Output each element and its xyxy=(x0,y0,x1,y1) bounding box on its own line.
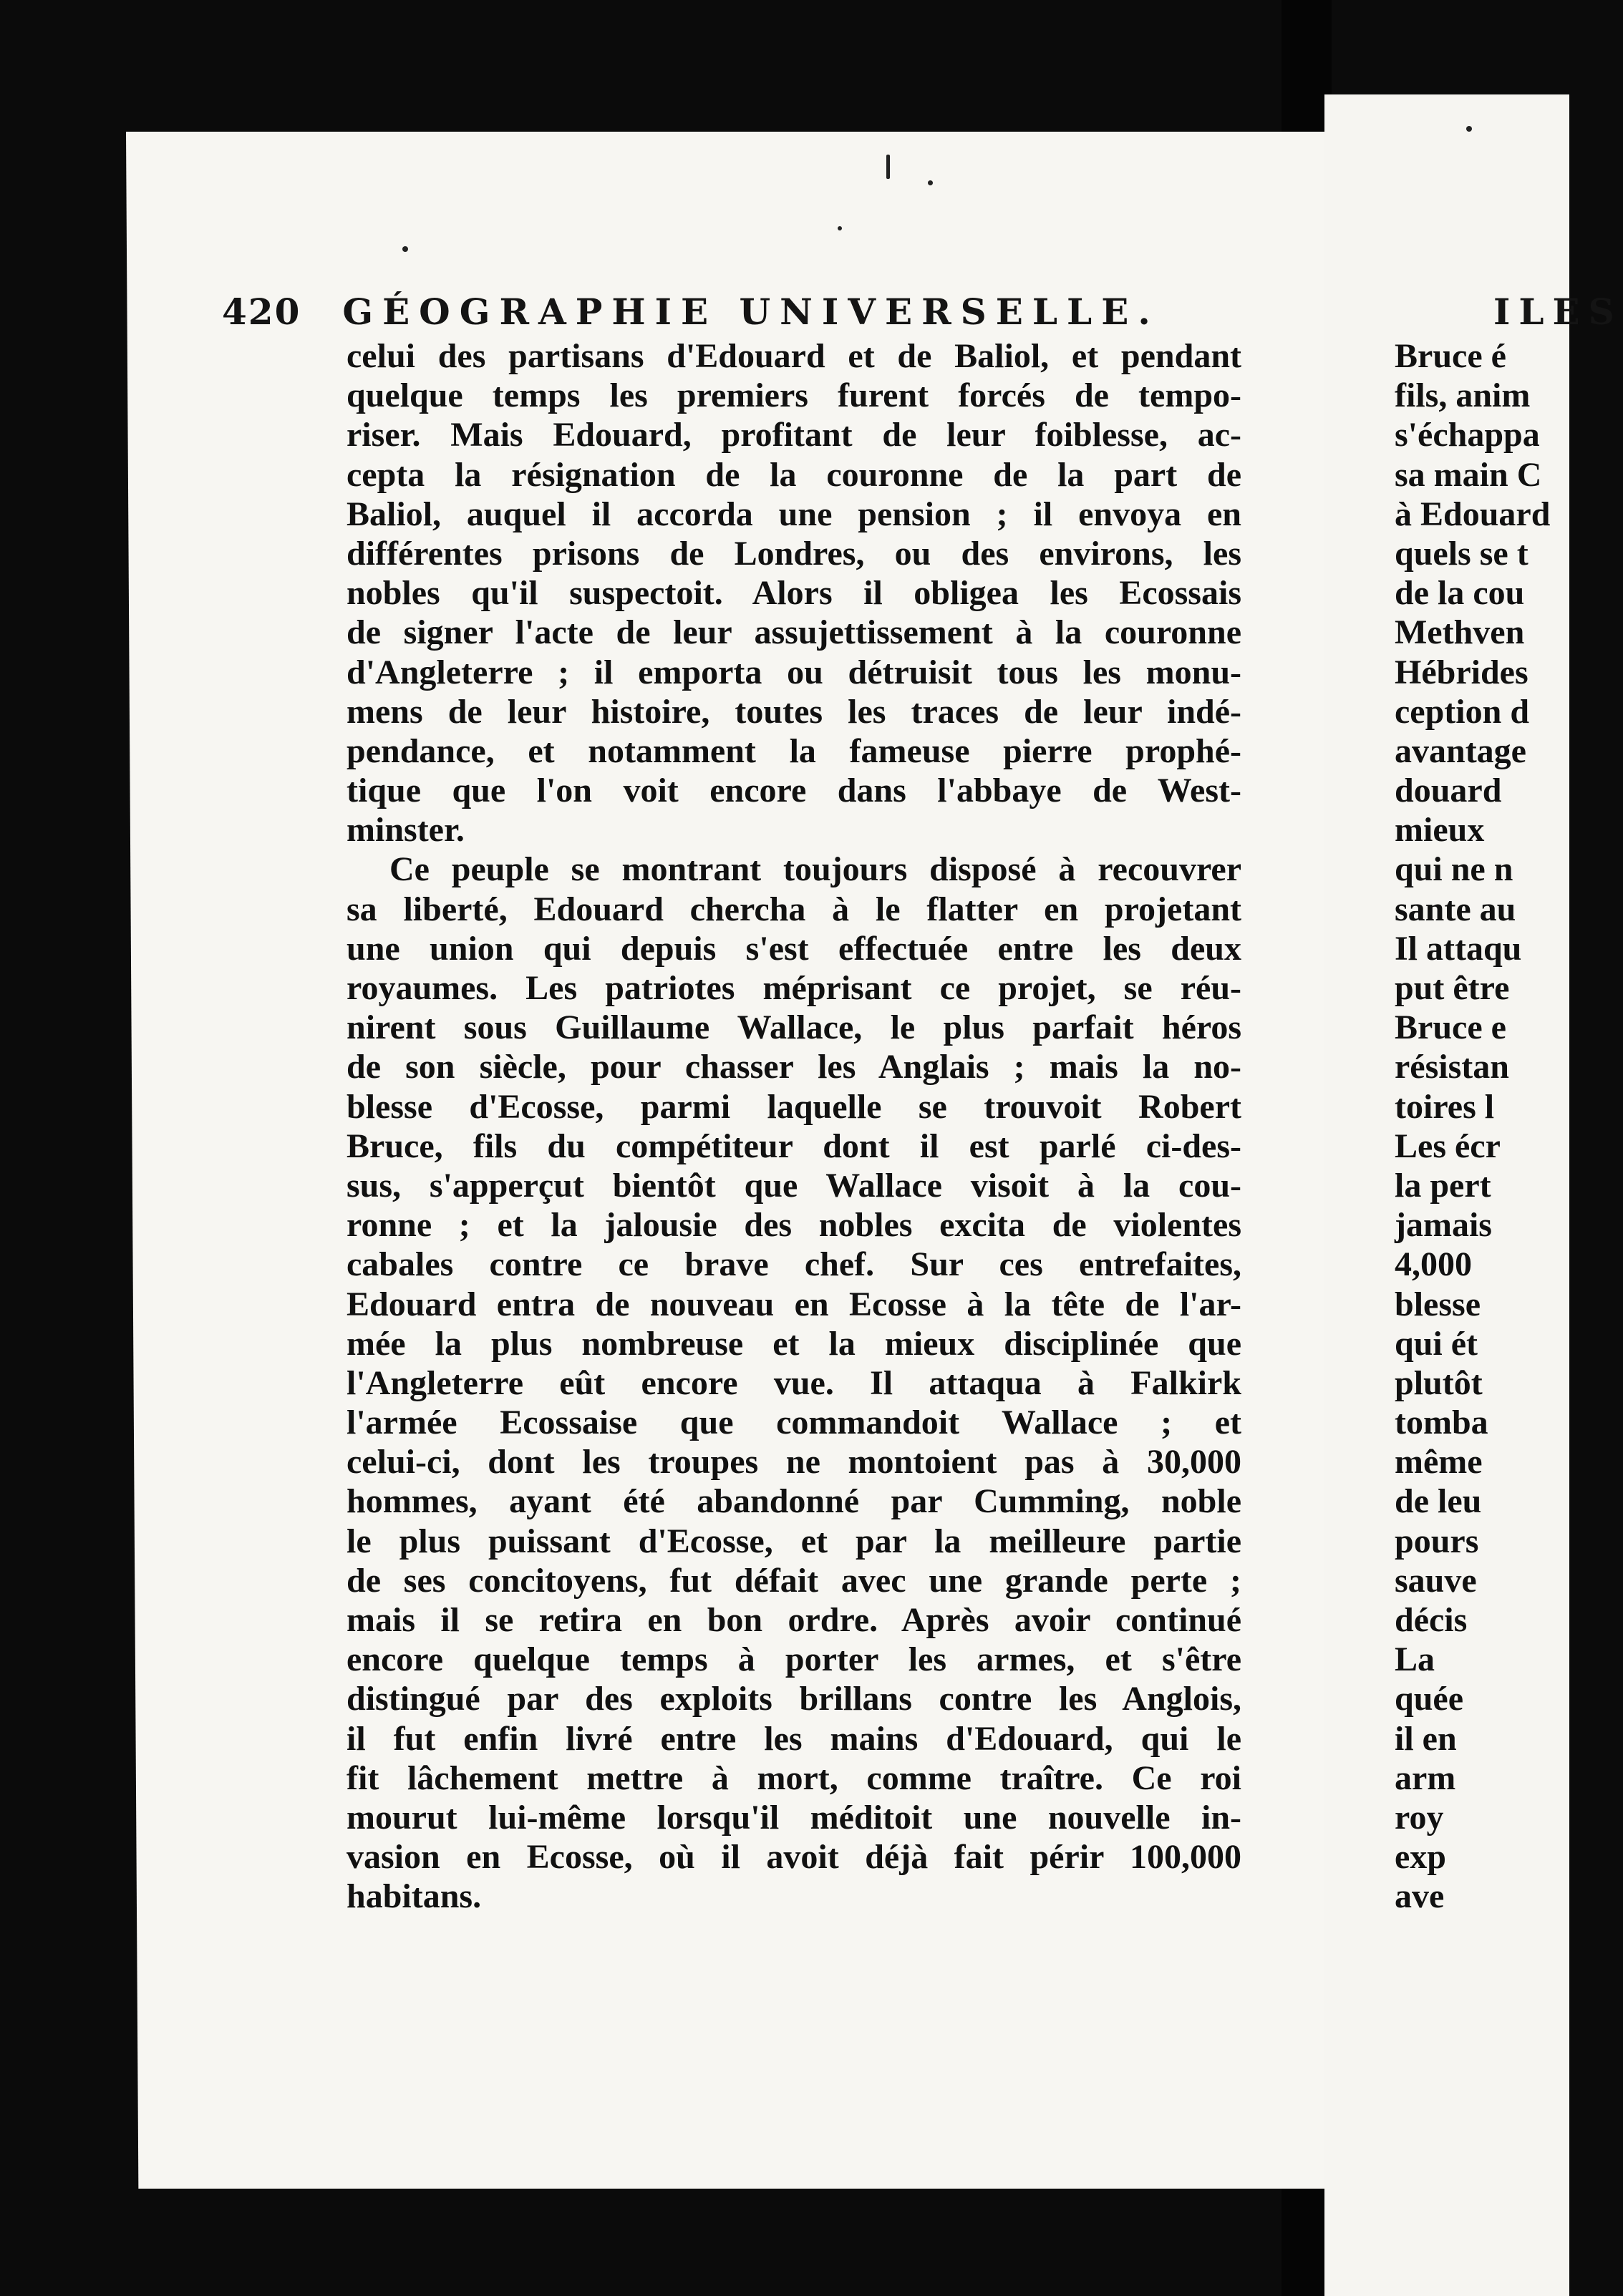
facing-page-running-head: ILES xyxy=(1493,291,1623,333)
text-line: de la cou xyxy=(1395,574,1525,613)
text-line: une union qui depuis s'est effectuée entre les deux xyxy=(347,929,1241,968)
text-line: exp xyxy=(1395,1838,1446,1877)
text-line: Baliol, auquel il accorda une pension ; il envoya en xyxy=(347,495,1241,533)
text-line: plutôt xyxy=(1395,1363,1483,1402)
text-line: quée xyxy=(1395,1680,1463,1718)
text-line: arm xyxy=(1395,1759,1456,1797)
text-line: distingué par des exploits brillans contre les Anglois, xyxy=(347,1680,1241,1718)
running-head-title: GÉOGRAPHIE UNIVERSELLE. xyxy=(342,291,1160,333)
text-line: Bruce é xyxy=(1395,337,1506,375)
text-line: royaumes. Les patriotes méprisant ce projet, se réu- xyxy=(347,969,1241,1007)
text-line: celui des partisans d'Edouard et de Baliol, et pendant xyxy=(347,337,1241,375)
text-line: pendance, et notamment la fameuse pierre prophé- xyxy=(347,731,1241,770)
paper-speck xyxy=(886,155,890,179)
text-line: résistan xyxy=(1395,1048,1509,1086)
text-line: sa main C xyxy=(1395,455,1542,494)
text-line: Hébrides xyxy=(1395,653,1528,691)
text-line: douard xyxy=(1395,772,1502,810)
text-line: de son siècle, pour chasser les Anglais ; mais la no- xyxy=(347,1048,1241,1086)
text-line: La xyxy=(1395,1640,1435,1679)
page-body-text xyxy=(347,336,1241,1917)
paper-speck xyxy=(402,246,408,252)
text-line: cabales contre ce brave chef. Sur ces entrefaites, xyxy=(347,1245,1241,1284)
page-number: 420 xyxy=(222,291,301,333)
text-line: l'Angleterre eût encore vue. Il attaqua à Falkirk xyxy=(347,1363,1241,1402)
text-line: quels se t xyxy=(1395,534,1528,573)
text-line: même xyxy=(1395,1443,1483,1482)
text-line: Les écr xyxy=(1395,1127,1501,1165)
text-line: roy xyxy=(1395,1798,1444,1837)
text-line: sante au xyxy=(1395,890,1516,928)
text-line: avantage xyxy=(1395,731,1526,770)
text-line: ception d xyxy=(1395,692,1530,731)
text-line: mieux xyxy=(1395,811,1485,850)
text-line: d'Angleterre ; il emporta ou détruisit tous les monu- xyxy=(347,653,1241,691)
text-line: blesse d'Ecosse, parmi laquelle se trouvoit Robert xyxy=(347,1087,1241,1126)
text-line: mais il se retira en bon ordre. Après avoir continué xyxy=(347,1601,1241,1639)
text-line: de leu xyxy=(1395,1482,1482,1521)
text-line: la pert xyxy=(1395,1166,1491,1205)
text-line: hommes, ayant été abandonné par Cumming, noble xyxy=(347,1482,1241,1521)
text-line: mens de leur histoire, toutes les traces de leur indé- xyxy=(347,692,1241,731)
text-line: riser. Mais Edouard, profitant de leur foiblesse, ac- xyxy=(347,416,1241,454)
text-line: quelque temps les premiers furent forcés de tempo- xyxy=(347,376,1241,415)
text-line: fit lâchement mettre à mort, comme traître. Ce roi xyxy=(347,1759,1241,1797)
paper-speck xyxy=(928,180,933,185)
paper-speck xyxy=(838,226,842,230)
text-line: encore quelque temps à porter les armes, et s'être xyxy=(347,1640,1241,1679)
text-line: s'échappa xyxy=(1395,416,1540,454)
text-line: vasion en Ecosse, où il avoit déjà fait périr 100,000 xyxy=(347,1838,1241,1877)
text-line: mée la plus nombreuse et la mieux disciplinée que xyxy=(347,1324,1241,1363)
text-line: pours xyxy=(1395,1522,1479,1560)
text-line: sa liberté, Edouard chercha à le flatter en projetant xyxy=(347,890,1241,928)
text-line: sauve xyxy=(1395,1561,1477,1600)
text-line: ave xyxy=(1395,1877,1445,1916)
text-line: ronne ; et la jalousie des nobles excita de violentes xyxy=(347,1206,1241,1245)
text-line: qui ne n xyxy=(1395,850,1513,889)
text-line: le plus puissant d'Ecosse, et par la meilleure partie xyxy=(347,1522,1241,1560)
text-line: décis xyxy=(1395,1601,1468,1639)
text-line: cepta la résignation de la couronne de la part de xyxy=(347,455,1241,494)
text-line: nobles qu'il suspectoit. Alors il obligea les Ecossais xyxy=(347,574,1241,613)
text-line: 4,000 xyxy=(1395,1245,1472,1284)
text-line: il fut enfin livré entre les mains d'Edouard, qui le xyxy=(347,1719,1241,1758)
text-line: de ses concitoyens, fut défait avec une grande perte ; xyxy=(347,1561,1241,1600)
running-header xyxy=(222,291,1224,341)
text-line: à Edouard xyxy=(1395,495,1551,533)
text-line: l'armée Ecossaise que commandoit Wallace ; et xyxy=(347,1404,1241,1442)
text-line: il en xyxy=(1395,1719,1457,1758)
text-line: tique que l'on voit encore dans l'abbaye de West- xyxy=(347,772,1241,810)
text-line: Edouard entra de nouveau en Ecosse à la tête de l'ar- xyxy=(347,1285,1241,1323)
text-line: toires l xyxy=(1395,1087,1495,1126)
text-line: mourut lui-même lorsqu'il méditoit une nouvelle in- xyxy=(347,1798,1241,1837)
text-line: Ce peuple se montrant toujours disposé à recouvrer xyxy=(389,850,1241,889)
paper-speck xyxy=(1466,126,1472,132)
text-line: tomba xyxy=(1395,1404,1488,1442)
text-line: Il attaqu xyxy=(1395,929,1522,968)
text-line: Bruce, fils du compétiteur dont il est parlé ci-des- xyxy=(347,1127,1241,1165)
text-line: de signer l'acte de leur assujettissement à la couronne xyxy=(347,613,1241,652)
text-line: Methven xyxy=(1395,613,1525,652)
text-line: Bruce e xyxy=(1395,1008,1506,1047)
text-line: nirent sous Guillaume Wallace, le plus parfait héros xyxy=(347,1008,1241,1047)
facing-page-text xyxy=(1395,336,1550,1917)
text-line: fils, anim xyxy=(1395,376,1531,415)
text-line: jamais xyxy=(1395,1206,1492,1245)
text-line: put être xyxy=(1395,969,1510,1007)
text-line: celui-ci, dont les troupes ne montoient pas à 30,000 xyxy=(347,1443,1241,1482)
text-line: habitans. xyxy=(347,1877,482,1916)
text-line: minster. xyxy=(347,811,465,850)
text-line: différentes prisons de Londres, ou des environs, les xyxy=(347,534,1241,573)
text-line: sus, s'apperçut bientôt que Wallace visoit à la cou- xyxy=(347,1166,1241,1205)
text-line: blesse xyxy=(1395,1285,1481,1323)
text-line: qui ét xyxy=(1395,1324,1478,1363)
